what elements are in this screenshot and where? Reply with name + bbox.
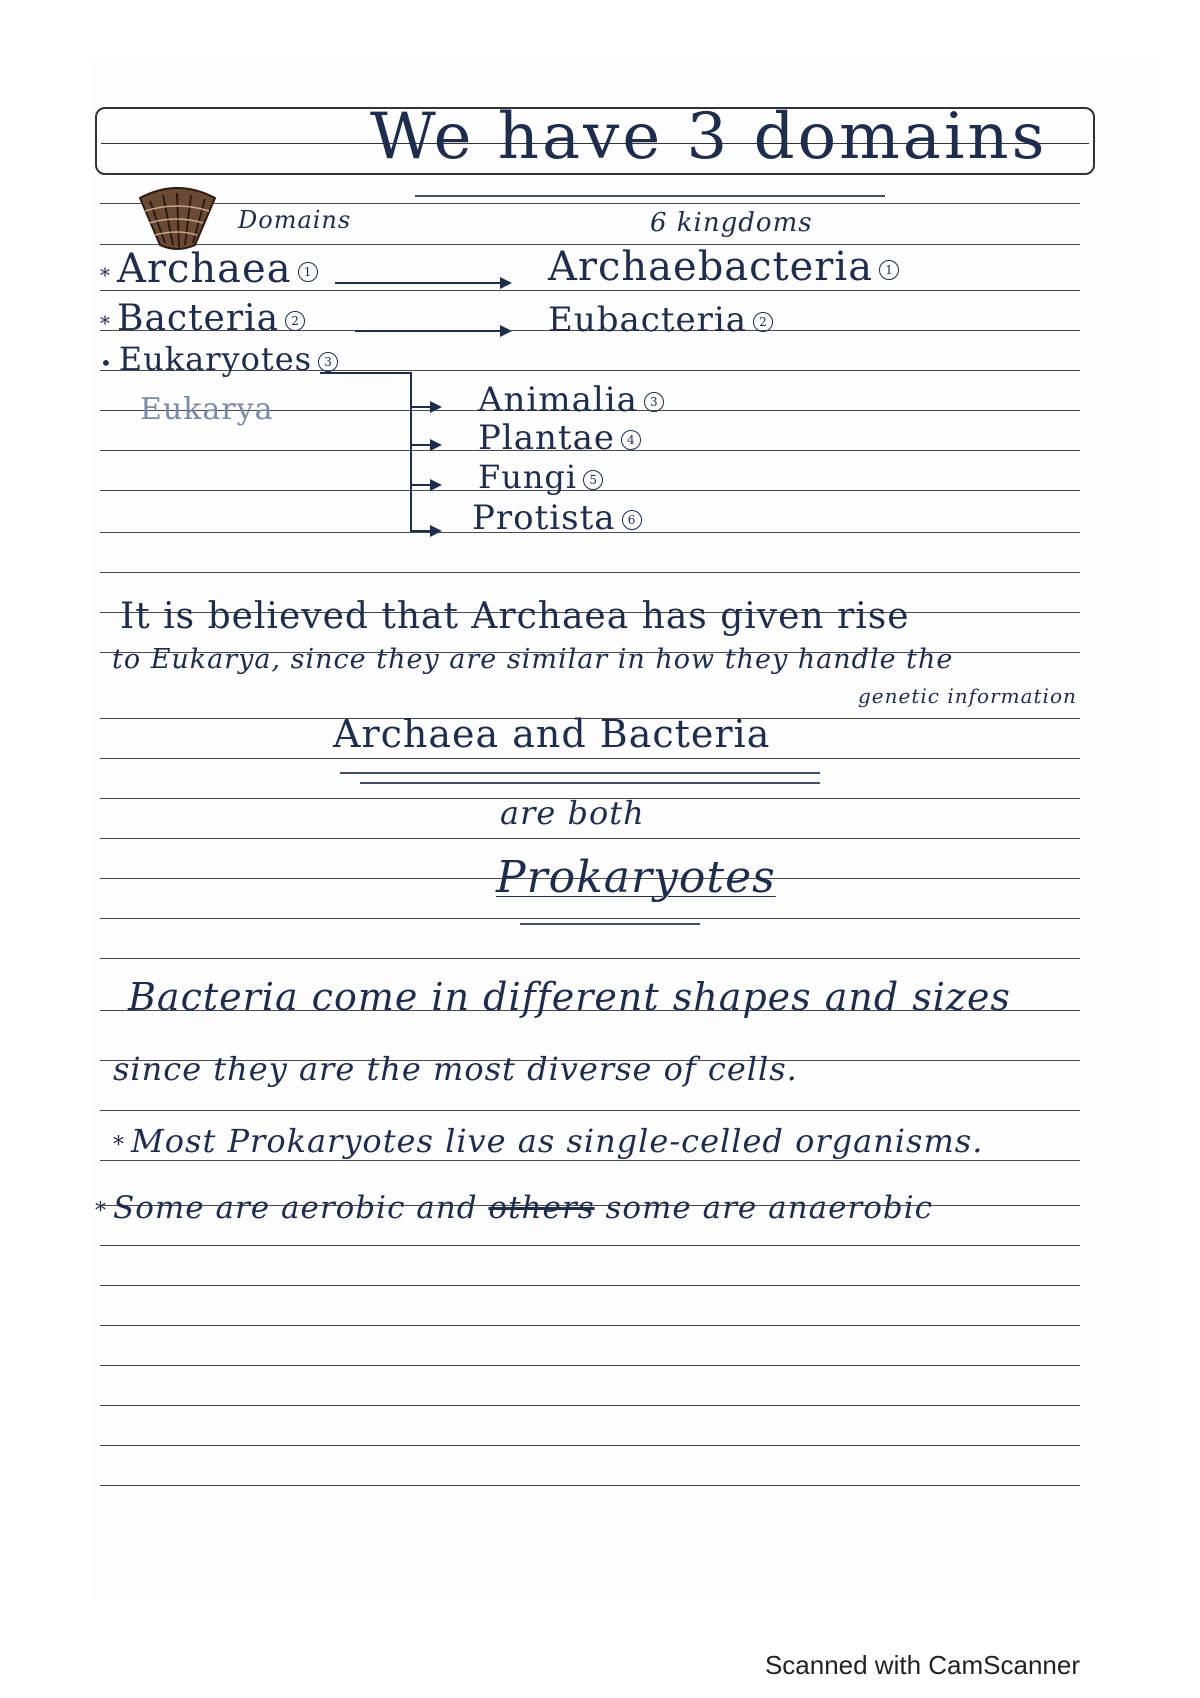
- kingdom-fungi: Fungi 5: [478, 458, 603, 496]
- bullet-most-prokaryotes: * Most Prokaryotes live as single-celled organisms.: [113, 1122, 984, 1160]
- kingdom-eubacteria: Eubacteria 2: [548, 300, 773, 340]
- prokaryotes-heading: Prokaryotes: [496, 852, 776, 903]
- domains-label: Domains: [238, 206, 352, 234]
- belief-line-1: It is believed that Archaea has given rise: [120, 596, 910, 637]
- belief-line-2: to Eukarya, since they are similar in how they handle the: [112, 644, 954, 675]
- kingdom-plantae: Plantae 4: [478, 418, 641, 458]
- are-both: are both: [500, 794, 645, 832]
- scanner-watermark: Scanned with CamScanner: [764, 1650, 1080, 1680]
- bacteria-line-1: Bacteria come in different shapes and sizes: [128, 975, 1011, 1019]
- kingdom-protista: Protista 6: [472, 498, 642, 538]
- kingdom-animalia: Animalia 3: [478, 380, 664, 420]
- bullet-aerobic-anaerobic: * Some are aerobic and others some are anaerobic: [95, 1190, 934, 1226]
- domain-bacteria: * Bacteria 2: [100, 298, 305, 339]
- shell-icon: [135, 183, 220, 253]
- domain-archaea: * Archaea 1: [100, 246, 318, 292]
- domain-eukarya-alt: Eukarya: [140, 392, 274, 427]
- archaea-and-bacteria: Archaea and Bacteria: [333, 712, 771, 756]
- struck-word: others: [488, 1190, 595, 1226]
- page-title: We have 3 domains: [370, 100, 1048, 174]
- bacteria-line-2: since they are the most diverse of cells.: [113, 1050, 798, 1088]
- kingdom-archaebacteria: Archaebacteria 1: [548, 244, 899, 290]
- domain-eukaryotes: • Eukaryotes 3: [100, 340, 338, 378]
- belief-line-3: genetic information: [858, 684, 1077, 708]
- kingdoms-label: 6 kingdoms: [650, 208, 813, 238]
